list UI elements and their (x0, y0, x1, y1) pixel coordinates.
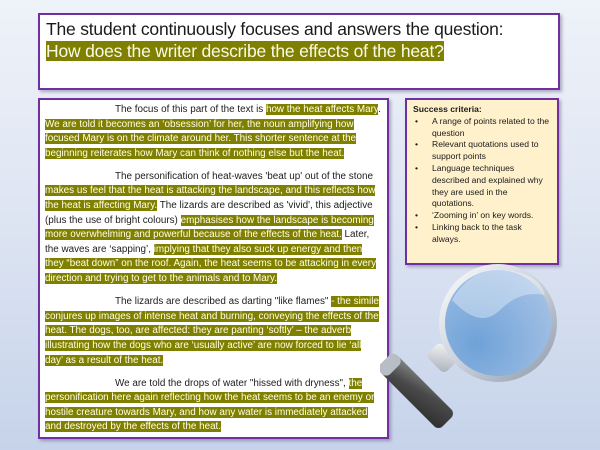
highlighted-text: We are told it becomes an ‘obsession’ for her, the noun amplifying how focused Mary is on the climate around her. This shorter sentence at the beginning reiterates how Mary can think of nothing else but the heat. (45, 118, 357, 159)
bullet-icon: • (415, 139, 419, 150)
success-criteria-title: Success criteria: (413, 104, 482, 114)
success-criteria-box (405, 98, 559, 265)
highlighted-text: emphasises how the landscape is becoming more overwhelming and powerful because of the effects of the heat. (45, 214, 374, 241)
criteria-item (413, 210, 551, 222)
plain-text: . (378, 104, 381, 115)
answer-paragraph-1 (45, 103, 382, 161)
highlighted-text: - the simile conjures up images of intense heat and burning, conveying the effects of the heat. The dogs, too, are affected: they are panting ‘softly’ – the adverb illustrating how the dogs who are ‘usually active’ are now forced to lie ‘all day’ as a result of the heat. (45, 296, 379, 366)
magnifying-glass-icon (380, 255, 600, 450)
answer-paragraph-2 (45, 170, 382, 287)
bullet-icon: • (415, 221, 419, 232)
student-answer-box (38, 98, 389, 439)
answer-paragraph-3 (45, 295, 382, 368)
highlighted-text: makes us feel that the heat is attacking the landscape, and this reflects how the heat is affecting Mary. (45, 185, 376, 212)
criteria-item-text: Language techniques described and explained why they are used in the quotations. (432, 162, 543, 209)
answer-paragraph-4 (45, 377, 382, 435)
criteria-item (413, 139, 551, 163)
criteria-item (413, 116, 551, 140)
bullet-icon: • (415, 115, 419, 126)
criteria-item-text: Linking back to the task always. (432, 221, 522, 244)
bullet-icon: • (415, 162, 419, 173)
plain-text: The lizards are described as darting "like flames" (115, 296, 332, 308)
header-statement: The student continuously focuses and answers the question: (46, 19, 504, 39)
criteria-item-text: A range of points related to the question (432, 115, 550, 138)
criteria-item-text: Relevant quotations used to support points (432, 139, 539, 162)
highlighted-text: implying that they also suck up energy and then they “beat down” on the roof. Again, the heat seems to be attacking in every direction and trying to get to the animals and to Mary. (45, 243, 377, 285)
criteria-item-text: ‘Zooming in’ on key words. (432, 210, 534, 221)
header-question (46, 40, 552, 62)
question-highlight: How does the writer describe the effects of the heat? (46, 41, 444, 61)
plain-text: The personification of heat-waves 'beat up' out of the stone (115, 170, 373, 182)
question-header-box (38, 13, 560, 90)
plain-text: The lizards are described as 'vivid', this adjective (plus the use of bright colours) (45, 200, 373, 226)
bullet-icon: • (415, 210, 419, 221)
plain-text: The focus of this part of the text is (115, 104, 266, 115)
criteria-item (413, 222, 551, 246)
criteria-item (413, 163, 551, 210)
plain-text: We are told the drops of water "hissed with dryness", (115, 377, 349, 389)
plain-text: Later, the waves are ‘sapping’, (45, 229, 370, 255)
highlighted-text: how the heat affects Mary (265, 104, 379, 115)
highlighted-text: the personification here again reflecting how the heat seems to be an enemy or hostile creature towards Mary, and how any water is immediately attacked and destroyed by the effects of the heat. (45, 377, 375, 433)
success-criteria-list (413, 116, 551, 246)
